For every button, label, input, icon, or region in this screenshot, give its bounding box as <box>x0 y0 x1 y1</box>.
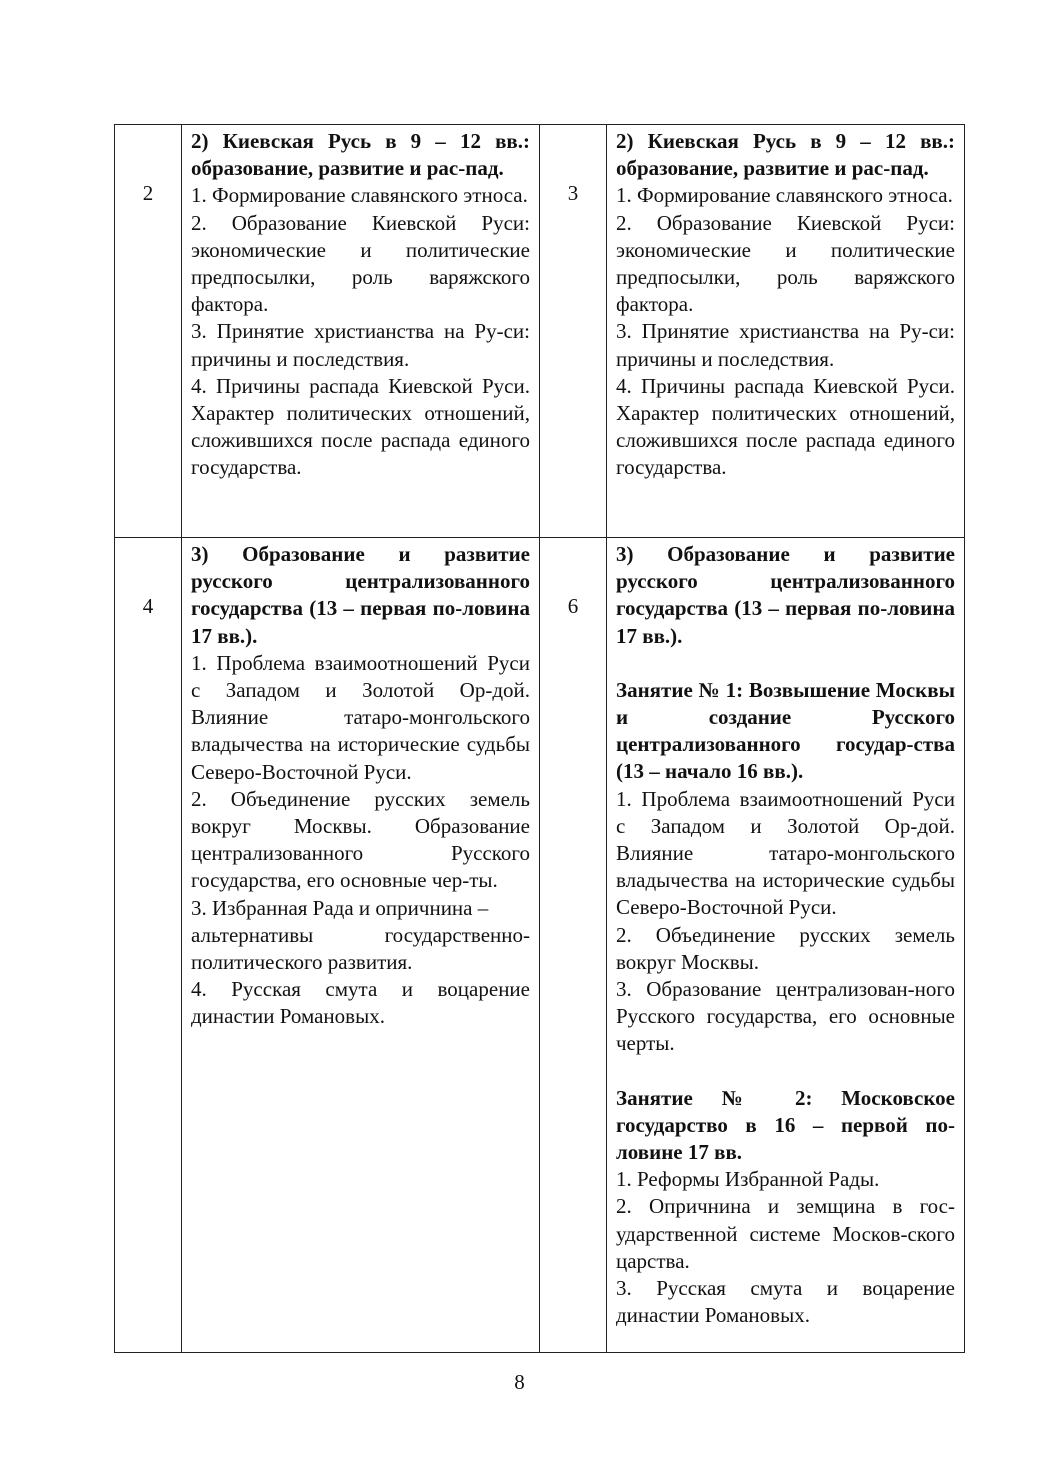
page-number: 8 <box>514 1370 525 1394</box>
topic-item: 1. Реформы Избранной Рады. <box>616 1167 880 1192</box>
row-number-cell <box>540 125 607 538</box>
topic-item: 4. Причины распада Киевской Руси. Характер политических отношений, сложившихся после распада единого государства. <box>616 373 955 480</box>
topic-cell <box>182 125 540 538</box>
topic-cell <box>607 538 965 1353</box>
topic-item: 1. Формирование славянского этноса. <box>616 183 953 208</box>
row-number: 3 <box>567 181 579 205</box>
row-number: 4 <box>142 594 154 618</box>
topic-item: 2. Объединение русских земель вокруг Москвы. Образование централизованного Русского государства, его основные чер-ты. <box>191 786 530 893</box>
topic-item: 4. Причины распада Киевской Руси. Характер политических отношений, сложившихся после распада единого государства. <box>191 373 530 480</box>
spacer <box>616 1058 955 1085</box>
topic-item: 2. Образование Киевской Руси: экономические и политические предпосылки, роль варяжского фактора. <box>191 210 530 317</box>
topic-item: альтернативы государственно-политического развития. <box>191 922 530 975</box>
topic-item: 3. Русская смута и воцарение династии Романовых. <box>616 1276 955 1328</box>
curriculum-table <box>114 124 965 1353</box>
table-row <box>115 538 965 1353</box>
topic-title: 2) Киевская Русь в 9 – 12 вв.: образование, развитие и рас-пад. <box>191 129 530 181</box>
topic-item: 2. Образование Киевской Руси: экономические и политические предпосылки, роль варяжского фактора. <box>616 210 955 317</box>
row-number-cell <box>540 538 607 1353</box>
lesson-title: Занятие № 1: Возвышение Москвы и создание Русского централизованного государ-ства (13 – начало 16 вв.). <box>616 677 955 784</box>
row-number: 6 <box>567 594 579 618</box>
table-row <box>115 125 965 538</box>
row-number: 2 <box>142 181 154 205</box>
topic-item: 1. Проблема взаимоотношений Руси с Западом и Золотой Ор-дой. Влияние татаро-монгольского владычества на исторические судьбы Северо-Восточной Руси. <box>191 650 530 784</box>
topic-item: 3. Принятие христианства на Ру-си: причины и последствия. <box>616 319 955 371</box>
topic-item: 4. Русская смута и воцарение династии Романовых. <box>191 977 530 1029</box>
topic-title: 3) Образование и развитие русского централизованного государства (13 – первая по-ловина 17 вв.). <box>191 542 530 648</box>
lesson-title: Занятие № 2: Московское государство в 16 – первой по-ловине 17 вв. <box>616 1085 955 1165</box>
topic-cell <box>607 125 965 538</box>
row-number-cell <box>115 125 182 538</box>
topic-item: 3. Избранная Рада и опричнина – <box>191 895 489 920</box>
topic-item: 3. Образование централизован-ного Русского государства, его основные черты. <box>616 977 955 1056</box>
row-number-cell <box>115 538 182 1353</box>
topic-title: 2) Киевская Русь в 9 – 12 вв.: образование, развитие и рас-пад. <box>616 129 955 181</box>
topic-item: 1. Проблема взаимоотношений Руси с Западом и Золотой Ор-дой. Влияние татаро-монгольского владычества на исторические судьбы Северо-Восточной Руси. <box>616 786 955 920</box>
topic-title: 3) Образование и развитие русского централизованного государства (13 – первая по-ловина 17 вв.). <box>616 542 955 648</box>
topic-cell <box>182 538 540 1353</box>
topic-item: 3. Принятие христианства на Ру-си: причины и последствия. <box>191 319 530 371</box>
topic-item: 1. Формирование славянского этноса. <box>191 183 528 208</box>
topic-item: 2. Опричнина и земщина в гос-ударственной системе Москов-ского царства. <box>616 1194 955 1273</box>
topic-item: 2. Объединение русских земель вокруг Москвы. <box>616 922 955 974</box>
spacer <box>616 650 955 677</box>
